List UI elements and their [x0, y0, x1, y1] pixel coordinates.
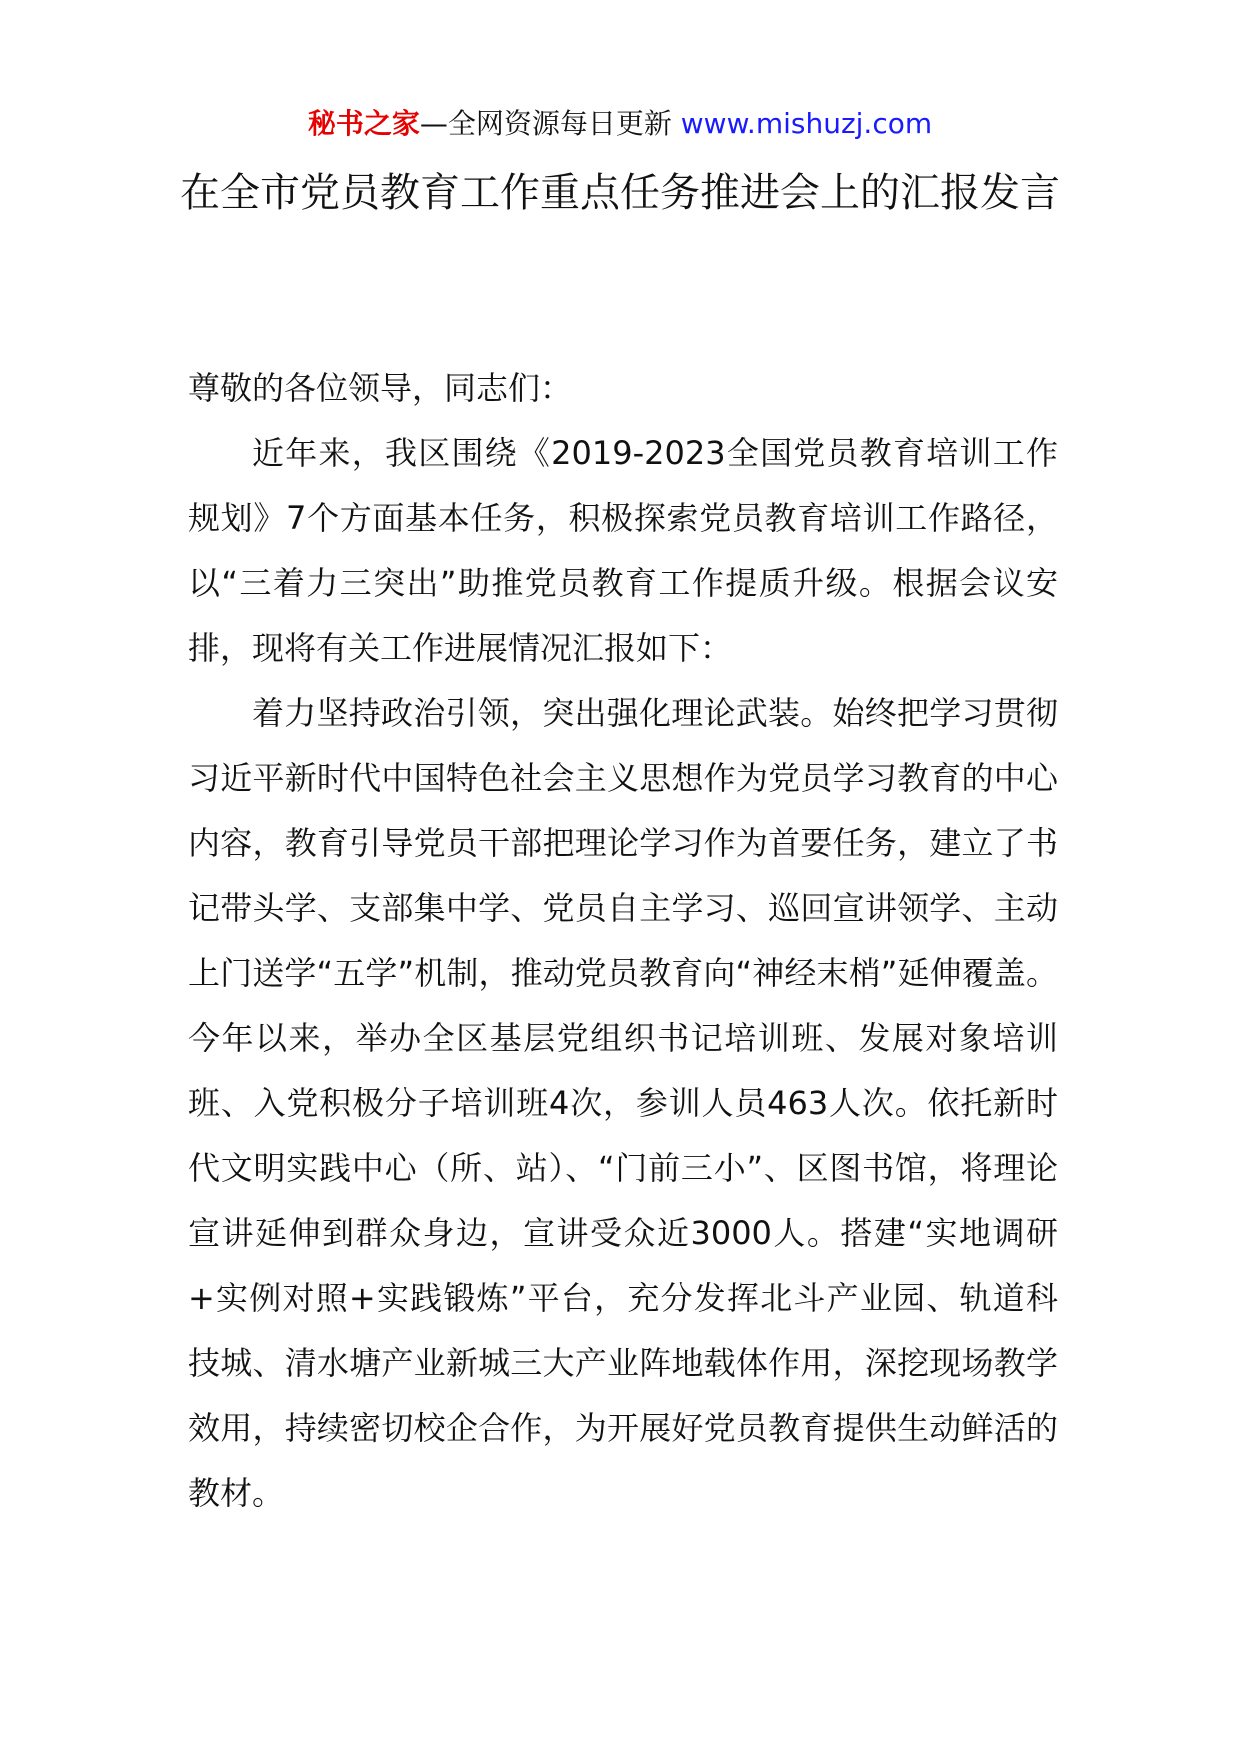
site-header	[0, 104, 1240, 144]
body-paragraph-intro: 近年来，我区围绕《2019-2023全国党员教育培训工作规划》7个方面基本任务，积极探索党员教育培训工作路径，以“三着力三突出”助推党员教育工作提质升级。根据会议安排，现将有关工作进展情况汇报如下：	[188, 434, 1058, 667]
salutation: 尊敬的各位领导，同志们：	[188, 369, 573, 407]
site-url-link[interactable]: www.mishuzj.com	[680, 107, 933, 140]
document-body	[188, 356, 1058, 1526]
header-tagline: —全网资源每日更新	[419, 107, 681, 140]
body-paragraph-political-guidance: 着力坚持政治引领，突出强化理论武装。始终把学习贯彻习近平新时代中国特色社会主义思想作为党员学习教育的中心内容，教育引导党员干部把理论学习作为首要任务，建立了书记带头学、支部集中学、党员自主学习、巡回宣讲领学、主动上门送学“五学”机制，推动党员教育向“神经末梢”延伸覆盖。今年以来，举办全区基层党组织书记培训班、发展对象培训班、入党积极分子培训班4次，参训人员463人次。依托新时代文明实践中心（所、站）、“门前三小”、区图书馆，将理论宣讲延伸到群众身边，宣讲受众近3000人。搭建“实地调研+实例对照+实践锻炼”平台，充分发挥北斗产业园、轨道科技城、清水塘产业新城三大产业阵地载体作用，深挖现场教学效用，持续密切校企合作，为开展好党员教育提供生动鲜活的教材。	[188, 694, 1058, 1512]
document-title: 在全市党员教育工作重点任务推进会上的汇报发言	[180, 170, 1060, 216]
brand-name: 秘书之家	[307, 107, 420, 140]
